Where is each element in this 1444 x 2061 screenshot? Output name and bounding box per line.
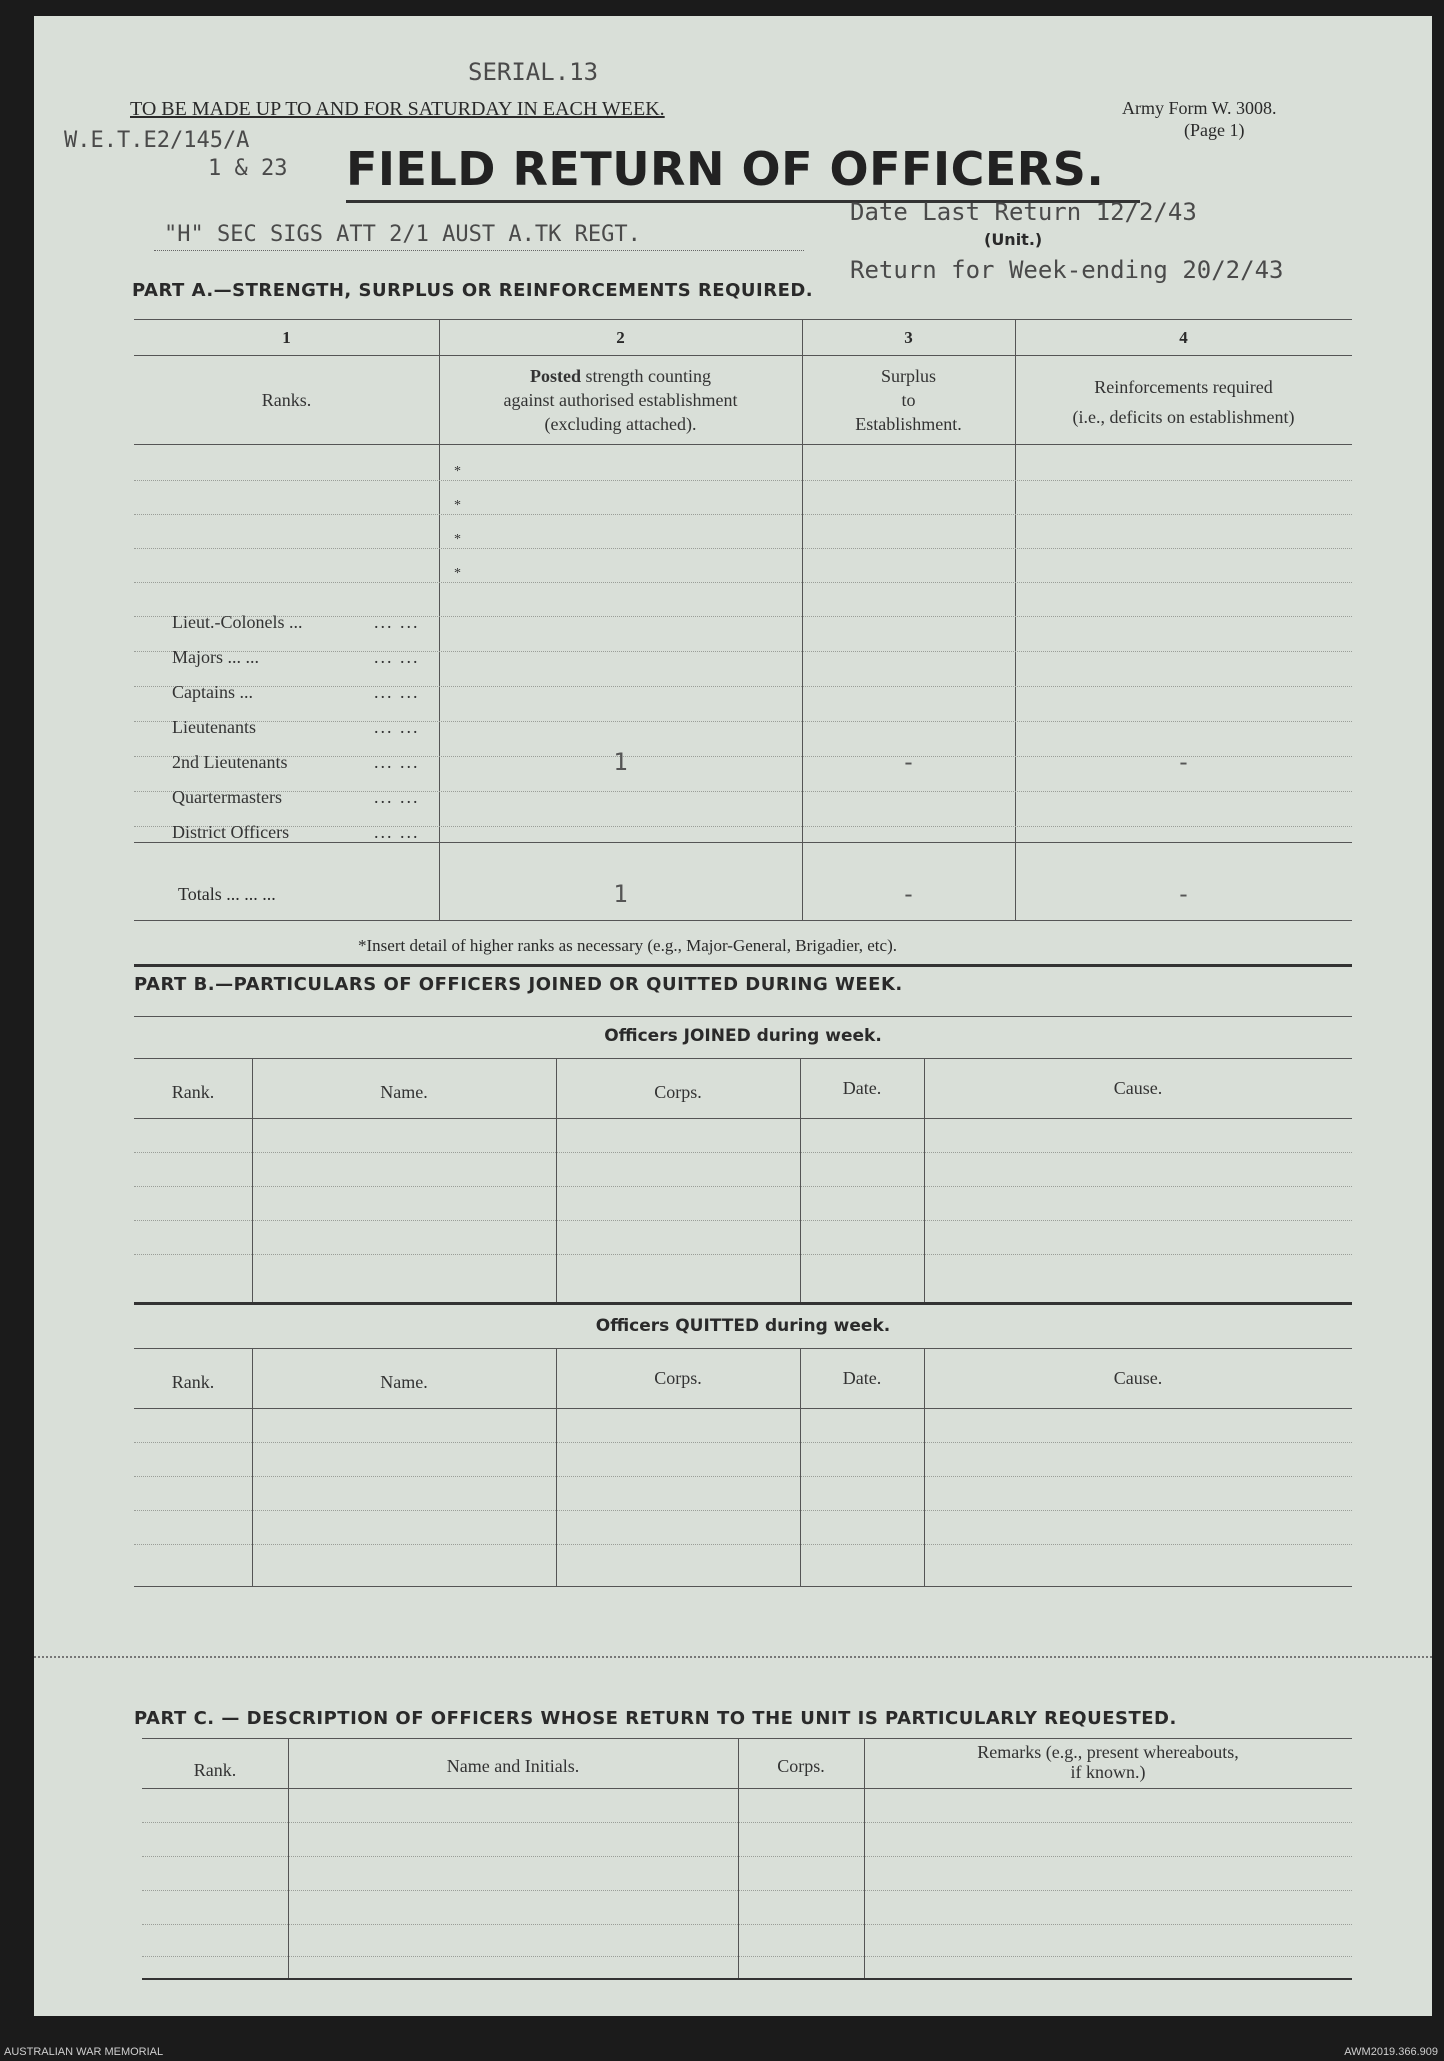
unit-name: "H" SEC SIGS ATT 2/1 AUST A.TK REGT. xyxy=(164,222,641,247)
row-guide xyxy=(134,826,1352,827)
quitted-col-date: Date. xyxy=(842,1368,882,1388)
joined-col-date: Date. xyxy=(842,1078,882,1098)
row-guide xyxy=(134,1254,1352,1255)
part-b-sub-rule xyxy=(134,1016,1352,1017)
part-c-header-rule xyxy=(142,1788,1352,1789)
page-number: (Page 1) xyxy=(1184,120,1245,140)
part-c-col-rank: Rank. xyxy=(193,1760,237,1780)
posted-2nd-lieutenants: 1 xyxy=(613,748,628,776)
date-last-return: Date Last Return 12/2/43 xyxy=(850,198,1197,226)
row-guide xyxy=(134,1152,1352,1153)
rank-dots: ... ... xyxy=(374,682,420,702)
part-c-col-name: Name and Initials. xyxy=(446,1756,580,1776)
quitted-col-name: Name. xyxy=(380,1372,428,1392)
part-c-table-bottom xyxy=(142,1978,1352,1980)
row-guide xyxy=(134,651,1352,652)
row-guide xyxy=(134,514,1352,515)
quitted-col-corps: Corps. xyxy=(654,1368,702,1388)
part-c-remarks-line1: Remarks (e.g., present whereabouts, xyxy=(977,1742,1239,1762)
serial-stamp: SERIAL.13 xyxy=(468,58,599,86)
part-c-col-remarks xyxy=(864,1742,1352,1782)
part-a-bottom-rule xyxy=(134,920,1352,921)
posted-header-rest: strength counting xyxy=(581,366,711,386)
part-a-num-rule xyxy=(134,355,1352,356)
joined-col-cause: Cause. xyxy=(1113,1078,1163,1098)
rank-dots: ... ... xyxy=(374,787,420,807)
reinforcements-header-line1: Reinforcements required xyxy=(1094,377,1273,397)
quitted-col-rank: Rank. xyxy=(171,1372,215,1392)
joined-col-name: Name. xyxy=(380,1082,428,1102)
part-c-remarks-line2: if known.) xyxy=(1070,1762,1146,1782)
surplus-header-line2: to xyxy=(901,390,916,410)
ranks-header: Ranks. xyxy=(261,390,312,410)
rank-dots: ... ... xyxy=(374,822,420,842)
form-sheet xyxy=(34,16,1432,2016)
row-guide xyxy=(142,1890,1352,1891)
reinforcements-header xyxy=(1015,372,1352,432)
surplus-total: - xyxy=(901,880,916,908)
rank-label-lieut-colonels: Lieut.-Colonels ... xyxy=(172,612,303,632)
part-a-totals-rule xyxy=(134,842,1352,843)
row-guide xyxy=(134,582,1352,583)
footer-credit: AUSTRALIAN WAR MEMORIAL xyxy=(4,2046,164,2058)
part-c-table-top xyxy=(142,1738,1352,1739)
instruction-line: TO BE MADE UP TO AND FOR SATURDAY IN EACH WEEK. xyxy=(130,98,665,120)
rank-label-majors: Majors ... ... xyxy=(172,647,259,667)
asterisk-marker: * xyxy=(454,532,461,547)
joined-table-bottom xyxy=(134,1302,1352,1305)
perforation-line xyxy=(34,1656,1432,1658)
surplus-header-line1: Surplus xyxy=(880,366,936,386)
quitted-table-top xyxy=(134,1348,1352,1349)
surplus-2nd-lieutenants: - xyxy=(901,748,916,776)
rank-label-2nd-lieutenants: 2nd Lieutenants xyxy=(172,752,288,772)
part-a-header-rule xyxy=(134,444,1352,445)
joined-table-top xyxy=(134,1058,1352,1059)
rank-label-lieutenants: Lieutenants xyxy=(172,717,256,737)
joined-header-rule xyxy=(134,1118,1352,1119)
row-guide xyxy=(134,1510,1352,1511)
quitted-col-cause: Cause. xyxy=(1113,1368,1163,1388)
rank-label-quartermasters: Quartermasters xyxy=(172,787,282,807)
rank-dots: ... ... xyxy=(374,717,420,737)
row-guide xyxy=(134,1476,1352,1477)
row-guide xyxy=(142,1956,1352,1957)
row-guide xyxy=(134,1442,1352,1443)
row-guide xyxy=(142,1924,1352,1925)
army-form-number: Army Form W. 3008. xyxy=(1122,98,1277,118)
rank-dots: ... ... xyxy=(374,752,420,772)
unit-dotted-line xyxy=(154,250,804,251)
ref-code: W.E.T.E2/145/A xyxy=(64,128,250,153)
joined-col-rank: Rank. xyxy=(171,1082,215,1102)
posted-header xyxy=(439,364,802,436)
part-a-top-rule xyxy=(134,319,1352,320)
row-guide xyxy=(142,1822,1352,1823)
quitted-header-rule xyxy=(134,1408,1352,1409)
reinforcements-2nd-lieutenants: - xyxy=(1176,748,1191,776)
row-guide xyxy=(134,1186,1352,1187)
asterisk-marker: * xyxy=(454,498,461,513)
part-b-top-rule xyxy=(134,964,1352,967)
joined-col-corps: Corps. xyxy=(654,1082,702,1102)
surplus-header-line3: Establishment. xyxy=(855,414,962,434)
part-c-col-corps: Corps. xyxy=(777,1756,825,1776)
rank-dots: ... ... xyxy=(374,647,420,667)
reinforcements-header-line2: (i.e., deficits on establishment) xyxy=(1072,407,1295,427)
totals-label: Totals ... ... ... xyxy=(178,884,276,904)
unit-label: (Unit.) xyxy=(984,230,1043,249)
part-a-heading: PART A.—STRENGTH, SURPLUS OR REINFORCEMENTS REQUIRED. xyxy=(132,280,814,301)
col-number-4: 4 xyxy=(1179,328,1188,347)
posted-header-bold: Posted xyxy=(530,366,581,386)
reinforcements-total: - xyxy=(1176,880,1191,908)
posted-header-line2: against authorised establishment xyxy=(503,390,738,410)
surplus-header xyxy=(802,364,1015,436)
part-c-heading: PART C. — DESCRIPTION OF OFFICERS WHOSE RETURN TO THE UNIT IS PARTICULARLY REQUESTED. xyxy=(134,1708,1177,1729)
part-a-footnote: *Insert detail of higher ranks as necessary (e.g., Major-General, Brigadier, etc). xyxy=(358,936,897,955)
asterisk-marker: * xyxy=(454,464,461,479)
ref-sub: 1 & 23 xyxy=(208,156,288,181)
row-guide xyxy=(134,1220,1352,1221)
rank-label-captains: Captains ... xyxy=(172,682,253,702)
row-guide xyxy=(134,721,1352,722)
row-guide xyxy=(134,480,1352,481)
row-guide xyxy=(134,686,1352,687)
posted-total: 1 xyxy=(613,880,628,908)
part-b-heading: PART B.—PARTICULARS OF OFFICERS JOINED OR QUITTED DURING WEEK. xyxy=(134,974,903,995)
quitted-heading: Officers QUITTED during week. xyxy=(595,1316,891,1336)
row-guide xyxy=(142,1856,1352,1857)
col-number-1: 1 xyxy=(282,328,291,347)
row-guide xyxy=(134,1544,1352,1545)
return-week-ending: Return for Week-ending 20/2/43 xyxy=(850,256,1284,284)
col-number-3: 3 xyxy=(904,328,913,347)
row-guide xyxy=(134,616,1352,617)
rank-dots: ... ... xyxy=(374,612,420,632)
asterisk-marker: * xyxy=(454,566,461,581)
row-guide xyxy=(134,548,1352,549)
joined-heading: Officers JOINED during week. xyxy=(604,1026,882,1046)
rank-label-district-officers: District Officers xyxy=(172,822,290,842)
quitted-table-bottom xyxy=(134,1586,1352,1587)
row-guide xyxy=(134,791,1352,792)
col-number-2: 2 xyxy=(616,328,625,347)
form-title: FIELD RETURN OF OFFICERS. xyxy=(346,142,1105,196)
footer-accession: AWM2019.366.909 xyxy=(1344,2046,1438,2058)
posted-header-line3: (excluding attached). xyxy=(544,414,697,434)
